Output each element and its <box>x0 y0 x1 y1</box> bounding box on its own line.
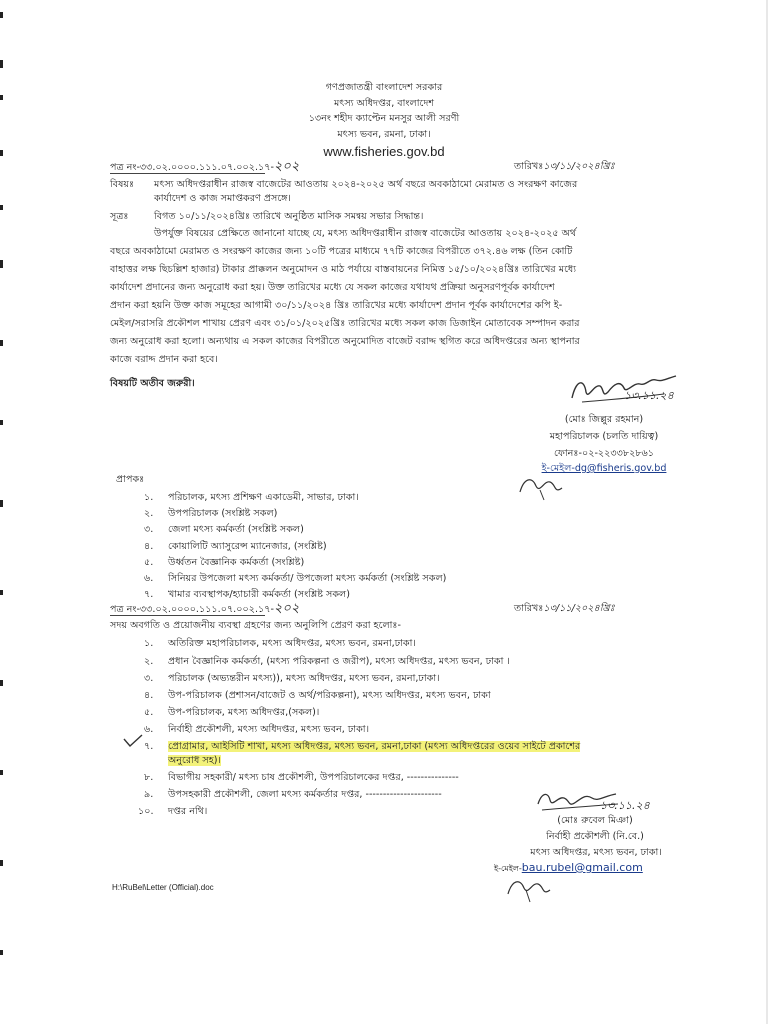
memo2-date-label: তারিখঃ <box>514 603 544 614</box>
recipient-num: ২. <box>144 508 154 519</box>
scan-edge-mark <box>0 95 3 100</box>
copy-num: ৮. <box>144 772 154 783</box>
scan-edge-mark <box>0 770 3 775</box>
memo-date-label: তারিখঃ <box>514 161 544 172</box>
recipient-text: সিনিয়র উপজেলা মৎস্য কর্মকর্তা/ উপজেলা মৎস্য কর্মকর্তা (সংশ্লিষ্ট সকল) <box>168 573 447 584</box>
signatory2-address: মৎস্য অধিদপ্তর, মৎস্য ভবন, ঢাকা। <box>530 847 662 858</box>
copy-text: প্রোগ্রামার, আইসিটি শাখা, মৎস্য অধিদপ্তর, মৎস্য ভবন, রমনা,ঢাকা (মৎস্য অধিদপ্তরের ওয়েব সাইটে প্রকাশের <box>168 741 581 752</box>
copy-num: ২. <box>144 656 154 667</box>
scan-edge-mark <box>0 205 3 210</box>
scan-edge-mark <box>0 150 3 156</box>
scan-edge-mark <box>0 420 3 425</box>
urgent-note: বিষয়টি অতীব জরুরী। <box>110 378 195 389</box>
copy-num: ৭. <box>144 741 154 752</box>
checkmark-icon <box>122 733 144 749</box>
recipient-num: ৪. <box>144 541 154 552</box>
copy-text: দপ্তর নথি। <box>168 806 208 817</box>
recipient-num: ৭. <box>144 589 154 600</box>
memo-ref-prefix: পত্র নং-৩৩.০২.০০০০.১১১.০৭.০০২.১৭- <box>110 162 274 173</box>
signatory1-name: (মোঃ জিল্লুর রহমান) <box>564 414 644 425</box>
recipient-text: খামার ব্যবস্থাপক/হ্যাচারী কর্মকর্তা (সংশ্লিষ্ট সকল) <box>168 589 350 600</box>
copy-text: অতিরিক্ত মহাপরিচালক, মৎস্য অধিদপ্তর, মৎস্য ভবন, রমনা,ঢাকা। <box>168 638 416 649</box>
copy-text: উপ-পরিচালক, মৎস্য অধিদপ্তর,(সকল)। <box>168 707 320 718</box>
signatory2-email-label: ই-মেইল- <box>494 864 522 873</box>
signatory1-title: মহাপরিচালক (চলতি দায়িত্ব) <box>549 431 659 442</box>
copy-text: পরিচালক (অভ্যন্তরীন মৎস্য)), মৎস্য অধিদপ্তর, মৎস্য ভবন, রমনা,ঢাকা। <box>168 673 440 684</box>
recipient-text: কোয়ালিটি অ্যাসুরেন্স ম্যানেজার, (সংশ্লিষ্ট) <box>168 541 327 552</box>
copies-intro: সদয় অবগতি ও প্রয়োজনীয় ব্যবস্থা গ্রহণের জন্য অনুলিপি প্রেরণ করা হলোঃ- <box>110 620 401 631</box>
recipients-label: প্রাপকঃ <box>116 474 145 485</box>
scan-edge-mark <box>0 500 3 507</box>
scan-edge-mark <box>0 950 3 955</box>
header-street: ১৩নং শহীদ ক্যাপ্টেন মনসুর আলী সরণী <box>308 113 460 124</box>
copy-text: নির্বাহী প্রকৌশলী, মৎস্য অধিদপ্তর, মৎস্য ভবন, ঢাকা। <box>168 724 369 735</box>
reference-text: বিগত ১০/১১/২০২৪খ্রিঃ তারিখে অনুষ্ঠিত মাসিক সমন্বয় সভার সিদ্ধান্ত। <box>154 211 424 222</box>
body-line: বছরে অবকাঠামো মেরামত ও সংরক্ষণ কাজের জন্য ১০টি পত্রের মাধ্যমে ৭৭টি কাজের বিপরীতে ৩৭২.৪৬ লক্ষ (তিন কোটি <box>110 246 573 257</box>
copy-num: ৩. <box>144 673 154 684</box>
body-line: জন্য অনুরোধ করা হলো। অন্যথায় এ সকল কাজের বিপরীতে অনুমোদিত বাজেট বরাদ্দ স্থগিত করে অধিদপ্তরের অন্য স্থাপনার <box>110 336 580 347</box>
memo2-ref-number: ২০২ <box>273 601 300 616</box>
recipient-text: জেলা মৎস্য কর্মকর্তা (সংশ্লিষ্ট সকল) <box>168 524 304 535</box>
memo2-ref-underline <box>110 615 265 616</box>
copy-text: উপ-পরিচালক (প্রশাসন/বাজেট ও অর্থ/পরিকল্পনা), মৎস্য অধিদপ্তর, মৎস্য ভবন, ঢাকা <box>168 690 491 701</box>
memo2-date-value: ১৩/১১/২০২৪খ্রিঃ <box>543 603 615 614</box>
signatory1-phone: ফোনঃ-০২-২২৩৩৮২৮৬১ <box>553 448 655 459</box>
recipient-text: উপপরিচালক (সংশ্লিষ্ট সকল) <box>168 508 278 519</box>
scan-edge-mark <box>0 260 3 268</box>
signature-ee-date: ১৩.১১.২৪ <box>600 799 650 812</box>
recipient-text: উর্ধ্বতন বৈজ্ঞানিক কর্মকর্তা (সংশ্লিষ্ট) <box>168 557 305 568</box>
signatory1-email[interactable]: ই-মেইল-dg@fisheris.gov.bd <box>541 463 667 474</box>
reference-label: সূত্রঃ <box>110 211 129 222</box>
signatory2-email[interactable]: bau.rubel@gmail.com <box>521 861 643 874</box>
recipient-text: পরিচালক, মৎস্য প্রশিক্ষণ একাডেমী, সাভার, ঢাকা। <box>168 492 359 503</box>
initials-mark <box>504 874 554 904</box>
scan-edge-mark <box>0 860 3 866</box>
signatory2-name: (মোঃ রুবেল মিঞা) <box>557 815 633 826</box>
initials-mark <box>514 472 574 502</box>
copy-text: প্রধান বৈজ্ঞানিক কর্মকর্তা, (মৎস্য পরিকল্পনা ও জরীপ), মৎস্য অধিদপ্তর, মৎস্য ভবন, ঢাকা । <box>168 656 510 667</box>
scan-edge-mark <box>0 12 3 18</box>
scan-edge-mark <box>0 60 3 68</box>
copy-num: ৯. <box>144 789 154 800</box>
signature-dg-date: ১৩.১১.২৪ <box>624 389 674 402</box>
copy-num: ৫. <box>144 707 154 718</box>
copy-num: ৬. <box>144 724 154 735</box>
signatory2-title: নির্বাহী প্রকৌশলী (নি.বে.) <box>546 831 644 842</box>
header-building: মৎস্য ভবন, রমনা, ঢাকা। <box>337 129 431 140</box>
scan-edge-mark <box>0 680 3 686</box>
copy-text-highlighted <box>168 741 580 753</box>
recipient-num: ৬. <box>144 573 154 584</box>
recipient-num: ৩. <box>144 524 154 535</box>
header-dept: মৎস্য অধিদপ্তর, বাংলাদেশ <box>333 98 435 109</box>
body-line: বাহাত্তর লক্ষ ছিচল্লিশ হাজার) টাকার প্রাক্কলন অনুমোদন ও মাঠ পর্যায়ে বাস্তবায়নের নিমিত্ত ১৫/১০/২০২৪খ্রিঃ তারিখের মধ্যে <box>110 264 577 275</box>
recipient-num: ১. <box>144 492 154 503</box>
body-line: মেইল/সরাসরি প্রকৌশল শাখায় প্রেরণ এবং ৩১/০১/২০২৫খ্রিঃ তারিখের মধ্যে সকল কাজ ডিজাইন মোতাবেক সম্পাদন করার <box>110 318 580 329</box>
copy-text: উপসহকারী প্রকৌশলী, জেলা মৎস্য কর্মকর্তার দপ্তর, ---------------------- <box>168 789 442 800</box>
body-line: প্রদান করা হয়নি উক্ত কাজ সমূহের আগামী ৩০/১১/২০২৪ খ্রিঃ তারিখের মধ্যে কার্যাদেশ প্রদান পূর্বক কার্যাদেশের কপি ই- <box>110 300 563 311</box>
memo-date <box>514 161 615 173</box>
header-gov: গণপ্রজাতন্ত্রী বাংলাদেশ সরকার <box>325 82 443 93</box>
scan-edge-mark <box>0 340 3 346</box>
memo2-date <box>514 603 615 615</box>
copy-text: অনুরোধ সহ)। <box>168 755 221 766</box>
copy-text-continued <box>168 755 221 767</box>
memo-date-value: ১৩/১১/২০২৪খ্রিঃ <box>543 161 615 172</box>
scan-edge-mark <box>0 590 3 595</box>
body-line: কার্যাদেশ প্রদানের জন্য অনুরোধ করা হয়। উক্ত তারিখের মধ্যে যে সকল কাজের যথাযথ প্রক্রিয়া অনুসরণপূর্বক কার্যাদেশ <box>110 282 555 293</box>
copy-num: ৪. <box>144 690 154 701</box>
subject-line-2: কার্যাদেশ ও কাজ সমাপ্তকরণ প্রসঙ্গে। <box>154 193 291 204</box>
body-line: উপর্যুক্ত বিষয়ের প্রেক্ষিতে জানানো যাচ্ছে যে, মৎস্য অধিদপ্তরাধীন রাজস্ব বাজেটের আওতায় ২০২৪-২০২৫ অর্থ <box>154 228 577 239</box>
memo-ref-number: ২০২ <box>273 159 300 174</box>
copy-num: ১০. <box>138 806 154 817</box>
file-path: H:\RuBel\Letter (Official).doc <box>112 883 214 892</box>
memo-ref-underline <box>110 173 265 174</box>
copy-num: ১. <box>144 638 154 649</box>
subject-label: বিষয়ঃ <box>110 179 135 190</box>
memo2-ref-prefix: পত্র নং-৩৩.০২.০০০০.১১১.০৭.০০২.১৭- <box>110 604 274 615</box>
subject-line-1: মৎস্য অধিদপ্তরাধীন রাজস্ব বাজেটের আওতায় ২০২৪-২০২৫ অর্থ বছরে অবকাঠামো মেরামত ও সংরক্ষণ কাজের <box>154 179 578 190</box>
body-line: কাজে বরাদ্দ প্রদান করা হবে। <box>110 354 218 365</box>
copy-text: বিভাগীয় সহকারী/ মৎস্য চাষ প্রকৌশলী, উপপরিচালকের দপ্তর, --------------- <box>168 772 459 783</box>
header-website[interactable]: www.fisheries.gov.bd <box>323 144 445 159</box>
recipient-num: ৫. <box>144 557 154 568</box>
